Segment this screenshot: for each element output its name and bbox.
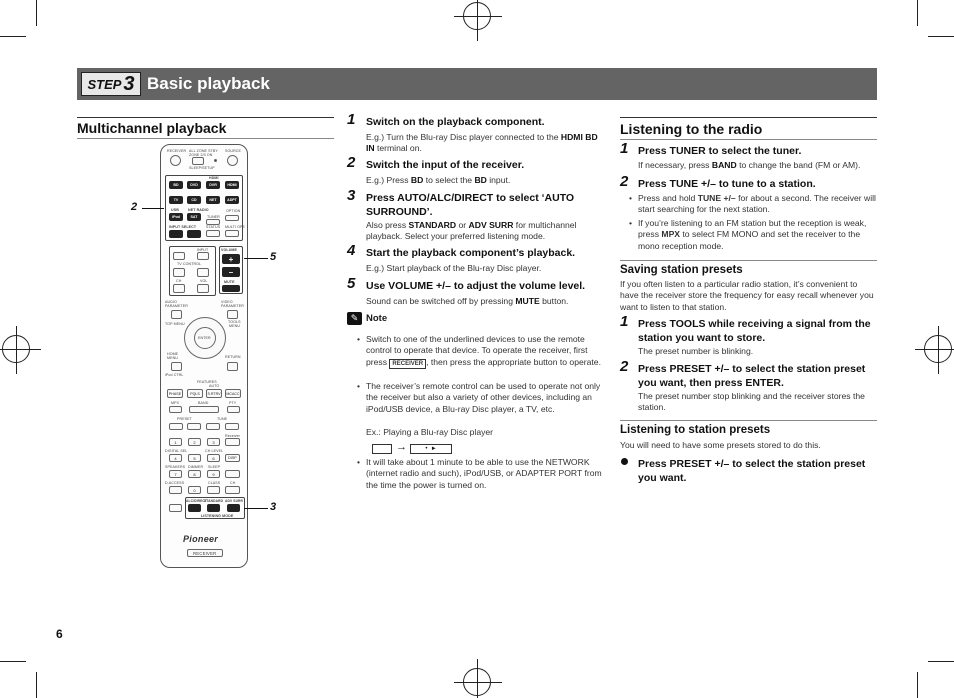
radio-step-title-1: Press TUNER to select the tuner. (638, 145, 802, 157)
video-parameter-button (227, 310, 238, 319)
number-button-8: 8 (188, 470, 201, 478)
radio-bullet-1: • Press and hold TUNE +/– for about a second. The receiver will start searching for the next station. (638, 193, 878, 216)
volume-plus-icon: + (222, 254, 240, 264)
receiver-power-icon (170, 155, 181, 166)
remote-label-home-menu: HOME MENU (167, 352, 179, 360)
radio-step-body-1: If necessary, press BAND to change the band (FM or AM). (638, 160, 861, 170)
callout-leader (142, 208, 164, 209)
header-band (77, 68, 877, 100)
remote-button-option (225, 215, 239, 221)
crop-mark (36, 672, 37, 698)
number-button-9: 9 (207, 470, 220, 478)
remote-label-usb: USB (171, 208, 179, 212)
callout-5: 5 (270, 251, 277, 263)
crop-mark (0, 661, 26, 662)
remote-label-ch-side: CH (230, 481, 236, 485)
note-pencil-icon: ✎ (347, 312, 362, 325)
arrow-right-icon: → (396, 441, 407, 453)
crop-mark (928, 36, 954, 37)
remote-label-sleep: SLEEP/SETUP (189, 166, 215, 170)
number-button-7: 7 (169, 470, 182, 478)
step-label: STEP (87, 76, 122, 92)
note-bullet-1: • Switch to one of the underlined devices to use the remote control to operate that device. To operate the receiver, first press RECEIVER , then press the appropriate button to operate. (366, 334, 602, 369)
heading-rule (77, 117, 334, 118)
mute-icon (222, 285, 240, 292)
remote-dot (214, 159, 217, 162)
home-menu-button (171, 362, 182, 371)
number-button-5: 5 (188, 454, 201, 462)
remote-button-cd: CD (187, 196, 201, 204)
remote-label-pty: PTY (229, 401, 237, 405)
section-rule (620, 260, 877, 261)
remote-label-ipod-ctrl: iPod CTRL (165, 373, 184, 377)
remote-label-preset: PRESET (177, 417, 192, 421)
remote-label-ch: CH (176, 279, 182, 283)
registration-mark (463, 668, 491, 696)
remote-label-volume: VOLUME (221, 248, 237, 252)
remote-label-features: FEATURES (197, 380, 217, 384)
step-number: 3 (123, 72, 135, 95)
step-body-2: E.g.) Press BD to select the BD input. (366, 175, 511, 185)
remote-button-net: NET (206, 196, 220, 204)
step-number-2: 2 (347, 154, 356, 171)
disp-button: DISP (225, 454, 240, 462)
stop-icon (227, 406, 240, 413)
remote-label-d-access: D.ACCESS (165, 481, 185, 485)
remote-button-status (206, 230, 220, 237)
remote-label-mpx: MPX (171, 401, 180, 405)
remote-label-zone: ZONE 2/3 ON (189, 153, 213, 157)
note-label: Note (366, 313, 388, 324)
remote-button-ipod: iPod (169, 213, 183, 221)
remote-label-tuner: TUNER (207, 215, 220, 219)
remote-label-receiver-side: Receiver (225, 434, 240, 438)
source-power-icon (227, 155, 238, 166)
step-number-3: 3 (347, 187, 356, 204)
step-title-4: Start the playback component’s playback. (366, 247, 576, 259)
callout-leader (244, 508, 268, 509)
heading-rule (77, 138, 334, 139)
saving-body: If you often listen to a particular radio station, it’s convenient to have the receiver store the frequency for easy recall whenever you want to listen to that station. (620, 279, 874, 312)
number-button-2: 2 (188, 438, 201, 446)
page-title: Basic playback (147, 74, 270, 93)
listening-body: You will need to have some presets stored to do this. (620, 440, 821, 450)
step-body-4: E.g.) Start playback of the Blu-ray Disc player. (366, 263, 542, 273)
remote-label-menu: MENU (229, 324, 240, 328)
note-bullet-2: • The receiver’s remote control can be used to operate not only the receiver but also a variety of other devices, including an iPod/USB device, a Blu-ray Disc player, a TV, etc. (366, 381, 602, 415)
step-title-3: Press AUTO/ALC/DIRECT to select ‘AUTO SURROUND’. (366, 192, 575, 218)
remote-label-audio-parameter: AUDIO PARAMETER (165, 300, 188, 308)
saving-step-body-2: The preset number stop blinking and the receiver stores the station. (638, 391, 865, 413)
ch-plus-button (225, 470, 240, 478)
remote-label-multi-ope: MULTI OPE (225, 225, 246, 229)
callout-3: 3 (270, 501, 277, 513)
step-body-1: E.g.) Turn the Blu-ray Disc player connected to the HDMI BD IN terminal on. (366, 132, 598, 154)
remote-button-sat: SAT (187, 213, 201, 221)
return-button (227, 362, 238, 371)
remote-label-alc-direct: ALC/DIRECT (186, 499, 207, 503)
remote-label-tune: TUNE (217, 417, 228, 421)
remote-button-dvd: DVD (187, 181, 201, 189)
registration-mark (924, 335, 952, 363)
feature-button-s-rtrv: S.RTRV (206, 389, 222, 398)
remote-button-hdmi: HDMI (225, 181, 239, 189)
key-blank-icon (372, 444, 392, 454)
remote-label-input: INPUT (197, 248, 209, 252)
remote-label-digital-sel: DIGITAL SEL (165, 449, 188, 453)
note-example: Ex.: Playing a Blu-ray Disc player (366, 427, 494, 437)
remote-label-band: BAND (198, 401, 209, 405)
multichannel-heading: Multichannel playback (77, 120, 227, 136)
remote-label-enter: ENTER (198, 336, 211, 340)
radio-step-title-2: Press TUNE +/– to tune to a station. (638, 178, 816, 190)
listening-heading: Listening to station presets (620, 424, 771, 436)
remote-label-tools: TOOLS (228, 320, 241, 324)
remote-button-adpt: ADPT (225, 196, 239, 204)
remote-label-auto: AUTO (209, 384, 220, 388)
pioneer-logo: Pioneer (183, 534, 219, 544)
heading-rule (620, 139, 877, 140)
number-button-3: 3 (207, 438, 220, 446)
saving-heading: Saving station presets (620, 264, 743, 276)
remote-label-tv-control: TV CONTROL (177, 262, 202, 266)
remote-button-bd: BD (169, 181, 183, 189)
audio-button (225, 438, 240, 446)
page-number: 6 (56, 627, 63, 641)
remote-button-dvr: DVR (206, 181, 220, 189)
radio-heading: Listening to the radio (620, 121, 763, 137)
step-number-1: 1 (347, 111, 356, 128)
receiver-key-icon: RECEIVER (389, 359, 426, 369)
heading-rule (620, 117, 877, 118)
saving-step-number-1: 1 (620, 313, 629, 330)
step-title-1: Switch on the playback component. (366, 116, 545, 128)
vol-minus-icon (197, 284, 209, 293)
audio-parameter-button (171, 310, 182, 319)
alc-direct-button (188, 504, 201, 512)
crop-mark (917, 0, 918, 26)
step-body-3: Also press STANDARD or ADV SURR for multichannel playback. Select your preferred listening mode. (366, 220, 577, 242)
saving-step-body-1: The preset number is blinking. (638, 346, 754, 356)
skip-forward-icon (225, 423, 239, 430)
remote-label-dimmer: DIMMER (188, 465, 204, 469)
radio-step-number-2: 2 (620, 173, 629, 190)
remote-label-video-parameter: VIDEO PARAMETER (221, 300, 244, 308)
callout-leader (244, 258, 268, 259)
radio-step-number-1: 1 (620, 140, 629, 157)
skip-back-icon (169, 423, 183, 430)
remote-label-source: SOURCE (225, 149, 241, 153)
class-button (207, 486, 220, 494)
step-title-2: Switch the input of the receiver. (366, 159, 525, 171)
number-button-6: 6 (207, 454, 220, 462)
radio-bullet-2: • If you’re listening to an FM station but the reception is weak, press MPX to select FM MONO and set the receiver to the mono reception mode. (638, 218, 878, 252)
step-number-5: 5 (347, 275, 356, 292)
crop-mark (36, 0, 37, 26)
tv-power-icon (173, 252, 185, 260)
remote-label-listening-mode: LISTENING MODE (201, 514, 234, 518)
remote-label-input-select: INPUT SELECT (169, 225, 197, 229)
remote-button-multi-ope (225, 230, 239, 237)
ch-plus-icon (173, 268, 185, 277)
step-badge (81, 72, 141, 96)
remote-zone-button (192, 157, 204, 165)
saving-step-title-1: Press TOOLS while receiving a signal from the station you want to store. (638, 318, 871, 344)
crop-mark (917, 672, 918, 698)
crop-mark (0, 36, 26, 37)
vol-plus-icon (197, 268, 209, 277)
play-icon (189, 406, 219, 413)
crop-mark (928, 661, 954, 662)
callout-2: 2 (131, 201, 138, 213)
registration-mark (463, 2, 491, 30)
remote-label-all-zone: ALL ZONE STBY (189, 149, 218, 153)
note-bullet-3: • It will take about 1 minute to be able to use the NETWORK (internet radio and such), iPod/USB, or ADAPTER PORT from the time the power is turned on. (366, 457, 606, 491)
remote-label-ch-level: CH LEVEL (205, 449, 224, 453)
rewind-icon (187, 423, 201, 430)
d-access-button (169, 486, 182, 494)
remote-label-top-menu: TOP MENU (165, 322, 185, 326)
listening-bullet: Press PRESET +/– to select the station preset you want. (638, 458, 866, 484)
small-button (169, 504, 182, 512)
remote-control-illustration (160, 144, 248, 568)
step-number-4: 4 (347, 242, 356, 259)
remote-label-standard: STANDARD (204, 499, 224, 503)
number-button-0: 0 (188, 486, 201, 494)
saving-step-title-2: Press PRESET +/– to select the station preset you want, then press ENTER. (638, 363, 866, 389)
remote-label-class: CLASS (208, 481, 221, 485)
step-body-5: Sound can be switched off by pressing MUTE button. (366, 296, 569, 306)
play-key-icon: • ► (410, 444, 452, 454)
number-button-1: 1 (169, 438, 182, 446)
remote-button-tv: TV (169, 196, 183, 204)
saving-step-number-2: 2 (620, 358, 629, 375)
tv-input-button (197, 252, 209, 260)
remote-label-adv-surr: ADV SURR (225, 499, 244, 503)
remote-label-vol: VOL (200, 279, 208, 283)
ch-minus-icon (173, 284, 185, 293)
ch-minus-button (225, 486, 240, 494)
remote-label-hdmi: HDMI (209, 176, 219, 180)
remote-label-sleep-num: SLEEP (208, 465, 221, 469)
step-title-5: Use VOLUME +/– to adjust the volume level. (366, 280, 586, 292)
adv-surr-button (227, 504, 240, 512)
feature-button-phase: PHASE (167, 389, 183, 398)
remote-label-status: STATUS (206, 225, 221, 229)
volume-minus-icon: – (222, 267, 240, 277)
number-button-4: 4 (169, 454, 182, 462)
pause-icon (169, 406, 182, 413)
forward-icon (206, 423, 220, 430)
input-select-left-icon (169, 230, 183, 238)
registration-mark (2, 335, 30, 363)
remote-label-speakers: SPEAKERS (165, 465, 186, 469)
remote-label-mute: MUTE (224, 280, 235, 284)
remote-label-bottom-receiver: RECEIVER (193, 551, 217, 556)
standard-button (207, 504, 220, 512)
section-rule (620, 420, 877, 421)
input-select-right-icon (187, 230, 201, 238)
listening-bullet-icon (621, 458, 628, 465)
feature-button-pqls: PQLS (187, 389, 203, 398)
feature-button-mcacc: MCACC (225, 389, 241, 398)
remote-label-option: OPTION (226, 209, 241, 213)
remote-label-receiver: RECEIVER (167, 149, 187, 153)
remote-label-return: RETURN (225, 355, 241, 359)
remote-label-net-radio: NET RADIO (188, 208, 209, 212)
